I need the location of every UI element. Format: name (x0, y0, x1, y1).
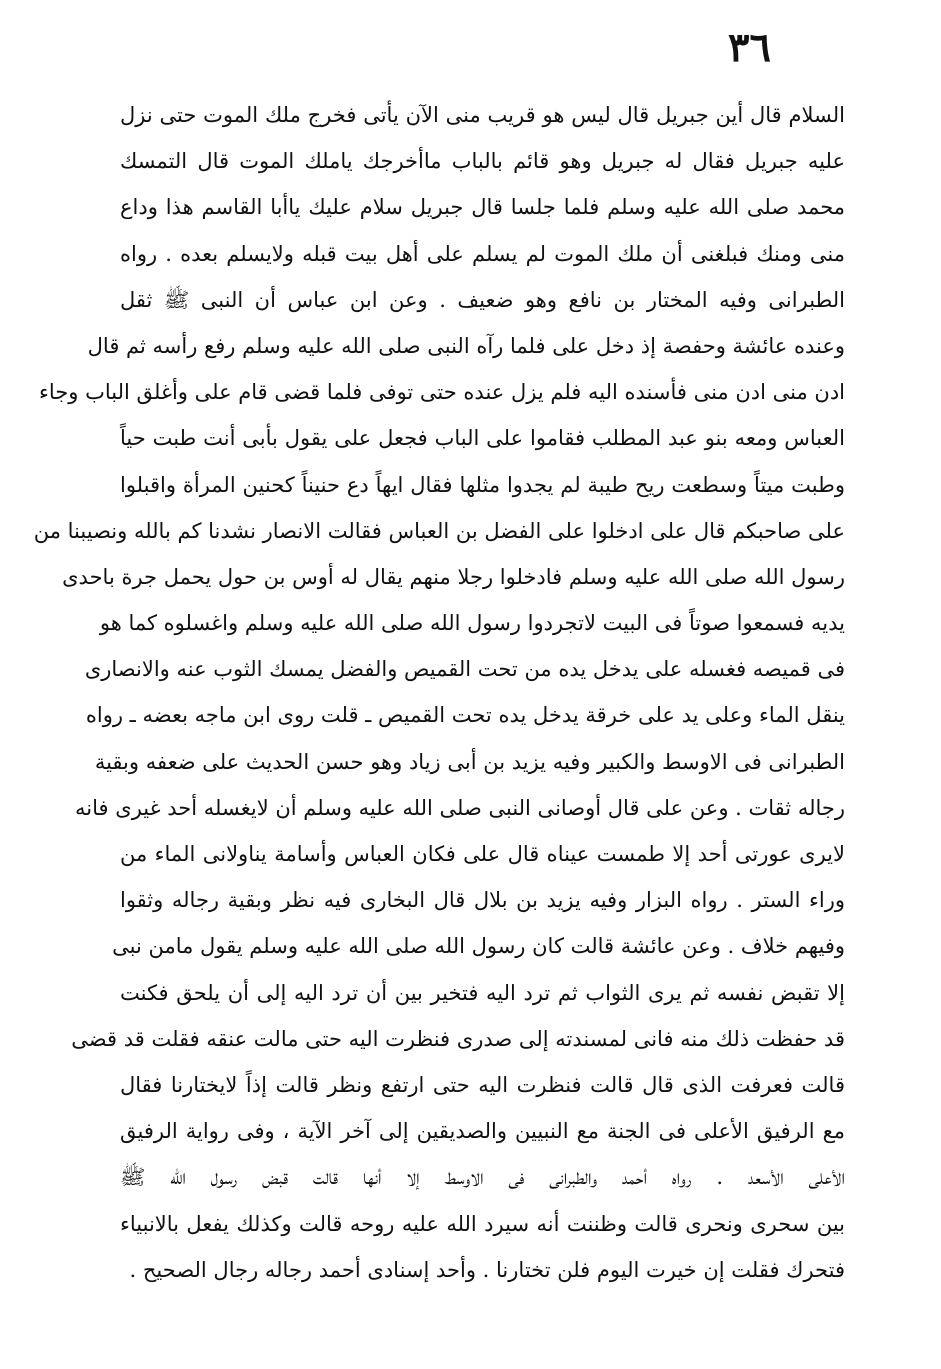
text-line: الطبرانى وفيه المختار بن نافع وهو ضعيف . وعن ابن عباس أن النبى ﷺ ثقل (120, 287, 845, 312)
text-line: فتحرك فقلت إن خيرت اليوم فلن تختارنا . وأحد إسنادى أحمد رجاله رجال الصحيح . (129, 1257, 845, 1282)
text-line: مع الرفيق الأعلى فى الجنة مع النبيين والصديقين إلى آخر الآية ، وفى رواية الرفيق (120, 1119, 845, 1144)
text-line: رجاله ثقات . وعن على قال أوصانى النبى صلى الله عليه وسلم أن لايغسله أحد غيرى فانه (75, 795, 845, 820)
text-line: يديه فسمعوا صوتاً فى البيت لاتجردوا رسول الله صلى الله عليه وسلم واغسلوه كما هو (99, 611, 845, 636)
text-line: ينقل الماء وعلى يد على خرقة يدخل يده تحت القميص ـ قلت روى ابن ماجه بعضه ـ رواه (85, 703, 845, 728)
text-line: لايرى عورتى أحد إلا طمست عيناه قال على فكان العباس وأسامة يناولانى الماء من (120, 842, 845, 866)
text-line: إلا تقبض نفسه ثم يرى الثواب ثم ترد اليه فتخير بين أن ترد اليه إلى أن يلحق فكنت (120, 980, 845, 1005)
text-line: قالت فعرفت الذى قال قالت فنظرت اليه حتى ارتفع ونظر قالت إذاً لايختارنا فقال (120, 1072, 845, 1097)
text-line: السلام قال أين جبريل قال ليس هو قريب منى الآن يأتى فخرج ملك الموت حتى نزل (120, 103, 845, 127)
text-line: رسول الله صلى الله عليه وسلم فادخلوا رجلا منهم يقال له أوس بن حول يحمل جرة باحدى (62, 564, 845, 589)
text-line: محمد صلى الله عليه وسلم فلما جلسا قال جبريل سلام عليك ياأبا القاسم هذا وداع (120, 195, 845, 220)
text-line: فى قميصه فغسله على يدخل يده من تحت القميص والفضل يمسك الثوب عنه والانصارى (84, 657, 845, 682)
text-line: وفيهم خلاف . وعن عائشة قالت كان رسول الله صلى الله عليه وسلم يقول مامن نبى (112, 934, 845, 959)
text-line: الطبرانى فى الاوسط والكبير وفيه يزيد بن أبى زياد وهو حسن الحديث على ضعفه وبقية (94, 749, 845, 774)
text-line: عليه جبريل فقال له جبريل وهو قائم بالباب ماأخرجك ياملك الموت قال التمسك (120, 149, 845, 174)
page-number: ٣٦ (728, 24, 771, 71)
text-line: وعنده عائشة وحفصة إذ دخل على فلما رآه النبى صلى الله عليه وسلم رفع رأسه ثم قال (87, 333, 845, 358)
body-text (33, 92, 845, 1293)
text-line: على صاحبكم قال على ادخلوا على الفضل بن العباس فقالت الانصار نشدنا كم بالله ونصيبنا من (33, 518, 845, 543)
text-line: بين سحرى ونحرى قالت وظننت أنه سيرد الله عليه روحه قالت وكذلك يفعل بالانبياء (120, 1211, 845, 1236)
text-line: وراء الستر . رواه البزار وفيه يزيد بن بلال قال البخارى فيه نظر وبقية رجاله وثقوا (120, 888, 845, 913)
text-line: منى ومنك فبلغنى أن ملك الموت لم يسلم على أهل بيت قبله ولايسلم بعده . رواه (120, 241, 845, 266)
text-line: العباس ومعه بنو عبد المطلب فقاموا على الباب فجعل على يقول بأبى أنت طبت حياً (120, 426, 845, 451)
text-line: وطبت ميتاً وسطعت ريح طيبة لم يجدوا مثلها فقال ايهاً دع حنيناً كحنين المرأة واقبلوا (120, 472, 845, 497)
text-line: قد حفظت ذلك منه فانى لمسندته إلى صدرى فنظرت اليه حتى مالت عنقه فقلت قد قضى (71, 1026, 845, 1051)
text-line: الأعلى الأسعد . رواه أحمد والطبرانى فى الاوسط إلا أنها قالت قبض رسول الله ﷺ (120, 1165, 845, 1190)
text-line: ادن منى ادن منى فأسنده اليه فلم يزل عنده حتى توفى فلما قضى قام على وأغلق الباب وجاء (39, 380, 845, 405)
